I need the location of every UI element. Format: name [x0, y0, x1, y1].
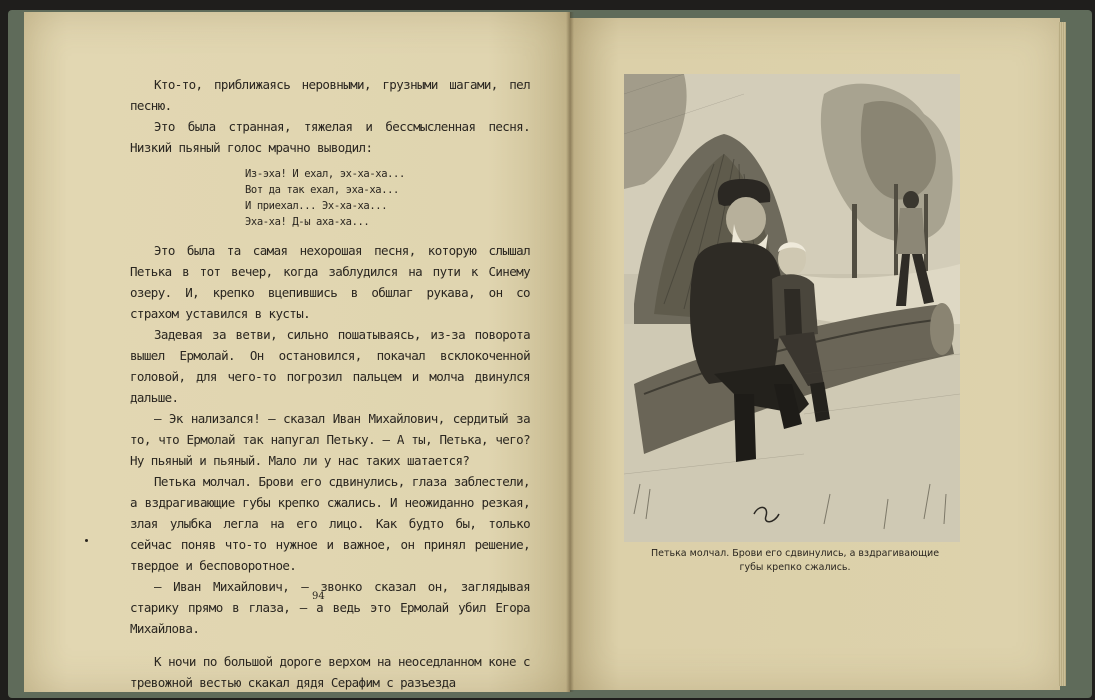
paragraph: Петька молчал. Брови его сдвинулись, глаза заблестели, а вздрагивающие губы крепко сжались. И неожиданно резкая, злая улыбка легла на его лицо. Как будто бы, только сейчас поняв что-то нужное и важное, он принял решение, твердое и бесповоротное.	[130, 474, 530, 573]
page-edges	[1058, 22, 1066, 686]
illustration-caption: Петька молчал. Брови его сдвинулись, а вздрагивающие губы крепко сжались.	[650, 548, 940, 573]
verse-line: Вот да так ехал, эха-ха...	[245, 184, 399, 196]
paragraph: Это была та самая нехорошая песня, которую слышал Петька в тот вечер, когда заблудился на пути к Синему озеру. И, крепко вцепившись в обшлаг рукава, он со страхом уставился в кусты.	[130, 243, 530, 321]
illustration-drawing	[624, 74, 960, 542]
paragraph: Это была странная, тяжелая и бессмысленная песня. Низкий пьяный голос мрачно выводил:	[130, 119, 530, 155]
page-number: 94	[312, 591, 325, 602]
paragraph: Кто-то, приближаясь неровными, грузными шагами, пел песню.	[130, 77, 530, 113]
paragraph: К ночи по большой дороге верхом на неоседланном коне с тревожной вестью скакал дядя Серафим с разъезда	[130, 654, 530, 690]
left-page-text	[130, 74, 530, 693]
song-verse	[245, 166, 530, 230]
paragraph: — Эк нализался! — сказал Иван Михайлович, сердитый за то, что Ермолай так напугал Петьку. — А ты, Петька, чего? Ну пьяный и пьяный. Мало ли у нас таких шатается?	[130, 411, 530, 468]
verse-line: Эха-ха! Д-ы аха-ха...	[245, 216, 370, 228]
paragraph: — Иван Михайлович, — звонко сказал он, заглядывая старику прямо в глаза, — а ведь это Ермолай убил Егора Михайлова.	[130, 579, 530, 636]
book-gutter	[566, 12, 574, 692]
margin-mark	[85, 539, 88, 542]
book-illustration	[624, 74, 960, 542]
paragraph: Задевая за ветви, сильно пошатываясь, из-за поворота вышел Ермолай. Он остановился, покачал всклокоченной головой, для чего-то погрозил пальцем и молча двинулся дальше.	[130, 327, 530, 405]
verse-line: Из-эха! И ехал, эх-ха-ха...	[245, 168, 405, 180]
verse-line: И приехал... Эх-ха-ха...	[245, 200, 388, 212]
